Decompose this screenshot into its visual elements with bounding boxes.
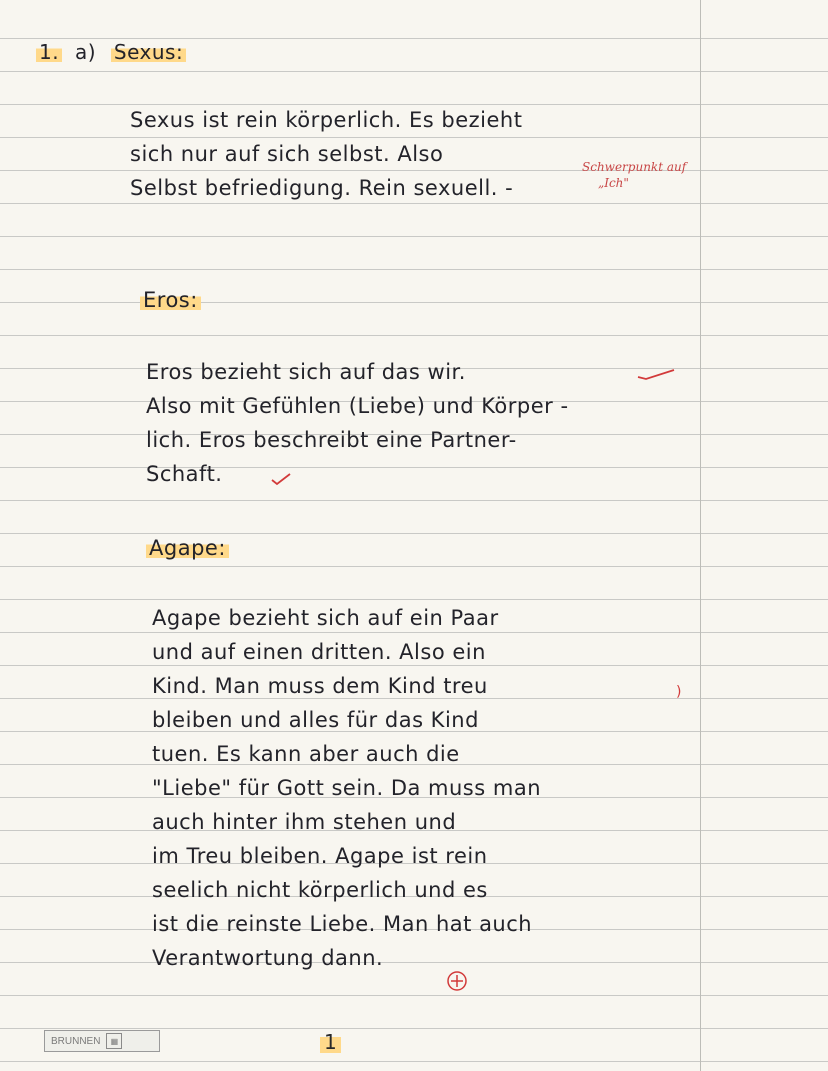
sexus-line-3: Selbst befriedigung. Rein sexuell. -: [130, 176, 514, 200]
task-part: a): [74, 40, 97, 64]
eros-line-4: Schaft.: [146, 462, 223, 486]
circled-plus-icon: [446, 970, 468, 992]
agape-line-9: seelich nicht körperlich und es: [152, 878, 488, 902]
teacher-note-line-1: Schwerpunkt auf: [582, 160, 687, 174]
eros-line-3: lich. Eros beschreibt eine Partner-: [146, 428, 517, 452]
sexus-line-1: Sexus ist rein körperlich. Es bezieht: [130, 108, 523, 132]
eros-line-1: Eros bezieht sich auf das wir.: [146, 360, 466, 384]
agape-line-1: Agape bezieht sich auf ein Paar: [152, 606, 499, 630]
page-number: 1: [320, 1030, 341, 1054]
agape-line-3: Kind. Man muss dem Kind treu: [152, 674, 488, 698]
margin-line: [700, 0, 701, 1071]
brand-stamp: [44, 1030, 160, 1052]
agape-line-11: Verantwortung dann.: [152, 946, 384, 970]
section-heading-eros: [140, 288, 201, 312]
sexus-line-2: sich nur auf sich selbst. Also: [130, 142, 444, 166]
agape-line-2: und auf einen dritten. Also ein: [152, 640, 486, 664]
agape-line-7: auch hinter ihm stehen und: [152, 810, 457, 834]
brand-logo-icon: ▦: [106, 1033, 122, 1049]
teacher-note-line-2: „Ich": [598, 176, 629, 190]
agape-heading-text: Agape:: [146, 536, 229, 560]
agape-line-6: "Liebe" für Gott sein. Da muss man: [152, 776, 542, 800]
eros-heading-text: Eros:: [140, 288, 201, 312]
agape-line-4: bleiben und alles für das Kind: [152, 708, 479, 732]
agape-line-5: tuen. Es kann aber auch die: [152, 742, 460, 766]
task-header: [36, 40, 186, 64]
correction-check-mark: [270, 472, 292, 486]
eros-line-2: Also mit Gefühlen (Liebe) und Körper -: [146, 394, 569, 418]
correction-check-mark: [636, 368, 676, 380]
agape-line-10: ist die reinste Liebe. Man hat auch: [152, 912, 533, 936]
correction-mark: ): [676, 684, 682, 700]
section-heading-sexus: Sexus:: [111, 40, 186, 64]
brand-name: BRUNNEN: [51, 1035, 101, 1047]
agape-line-8: im Treu bleiben. Agape ist rein: [152, 844, 488, 868]
task-number: 1.: [36, 40, 62, 64]
section-heading-agape: [146, 536, 229, 560]
